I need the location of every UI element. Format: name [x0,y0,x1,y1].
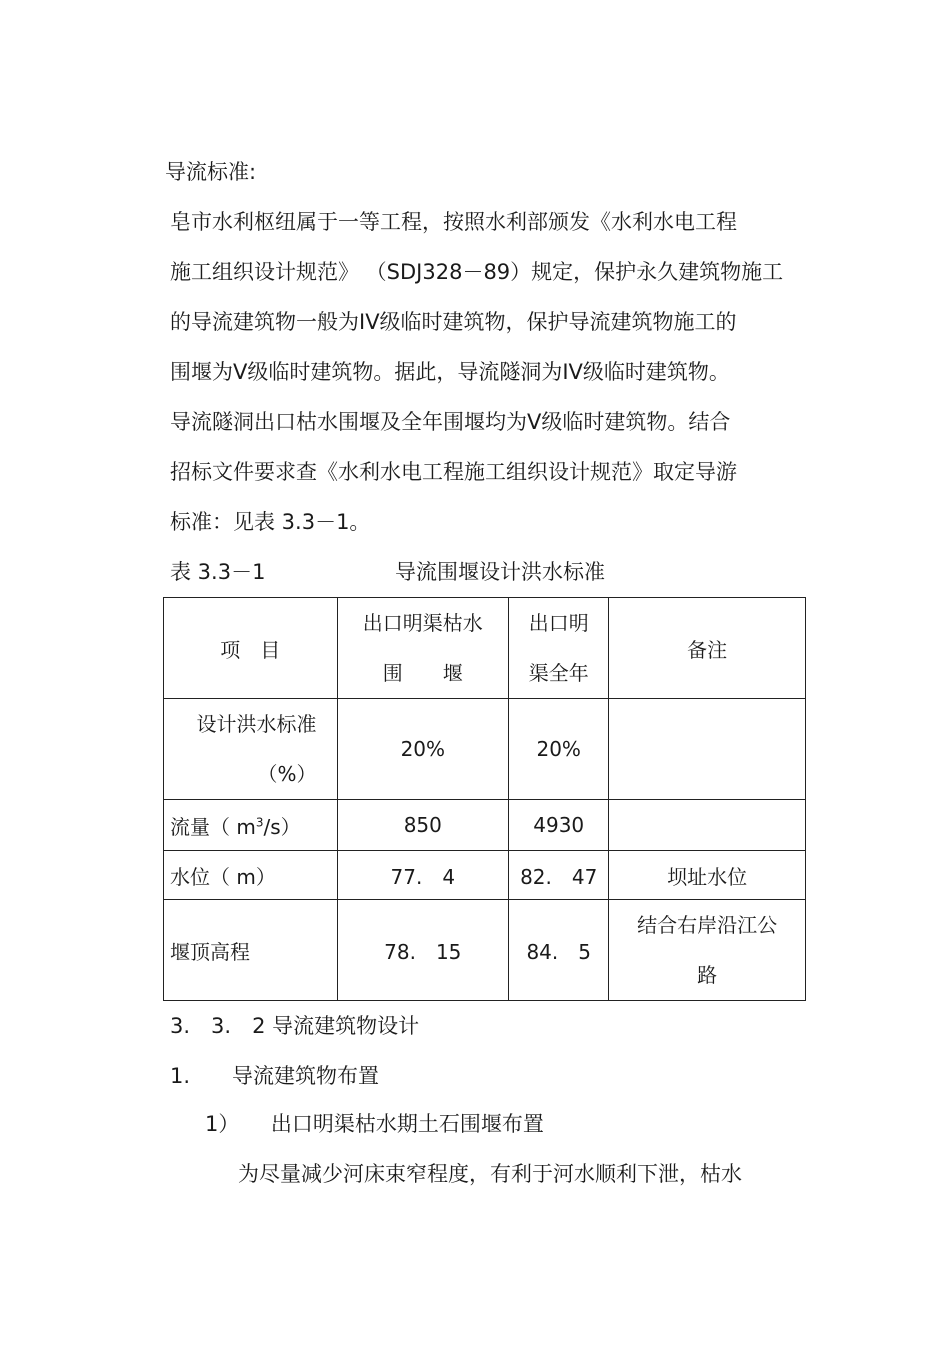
table-row [164,699,806,800]
header-full-year [509,598,609,699]
flow-label-sup: 3 [255,814,264,829]
cell-note [609,699,806,800]
flow-label-prefix: 流量（ m [170,814,256,839]
paragraph-line: 导流隧洞出口枯水围堰及全年围堰均为Ⅴ级临时建筑物。结合 [170,410,731,434]
table-header-row [164,598,806,699]
heading-flood-standard: 导流标准: [165,160,257,184]
cell-full: 84. 5 [509,900,609,1001]
paragraph-line: 的导流建筑物一般为IV级临时建筑物，保护导流建筑物施工的 [170,310,737,334]
header-note [609,598,806,699]
cell-full: 82. 47 [509,851,609,900]
design-standard-label-line2: （%） [257,762,317,786]
body-text-line: 为尽量减少河床束窄程度，有利于河水顺利下泄，枯水 [238,1162,742,1186]
cell-note [609,900,806,1001]
header-dry-cofferdam [337,598,509,699]
cell-note: 坝址水位 [609,851,806,900]
header-dry-line2: 围 堰 [382,661,463,685]
paragraph-line: 标准：见表 3.3－1。 [170,510,371,534]
subheading-cofferdam-layout: 1） 出口明渠枯水期土石围堰布置 [205,1112,544,1136]
header-dry-line1: 出口明渠枯水 [362,611,483,635]
flow-label-suffix: /s） [263,814,301,839]
header-item-label: 项 目 [220,637,281,662]
table-row [164,800,806,851]
flood-standard-table [163,597,806,1001]
table-caption-number: 表 3.3－1 [170,560,266,584]
header-full-line2: 渠全年 [528,661,589,685]
subheading-layout: 1. 导流建筑物布置 [170,1064,380,1088]
cell-full: 20% [509,699,609,800]
table-caption-title: 导流围堰设计洪水标准 [395,560,605,584]
crest-note-line2: 路 [697,963,718,987]
paragraph-line: 施工组织设计规范》 （SDJ328－89）规定，保护永久建筑物施工 [170,260,784,284]
cell-dry: 78. 15 [337,900,509,1001]
cell-dry: 850 [337,800,509,851]
header-full-line1: 出口明 [528,611,589,635]
paragraph-line: 皂市水利枢纽属于一等工程，按照水利部颁发《水利水电工程 [170,210,737,234]
crest-note-line1: 结合右岸沿江公 [637,913,778,937]
cell-note [609,800,806,851]
design-standard-label-line1: 设计洪水标准 [196,712,317,736]
cell-dry: 20% [337,699,509,800]
section-heading: 3. 3. 2 导流建筑物设计 [170,1014,420,1038]
header-note-label: 备注 [687,637,728,662]
table-row [164,900,806,1001]
row-label-crest-elevation: 堰顶高程 [164,900,338,1001]
cell-full: 4930 [509,800,609,851]
cell-dry: 77. 4 [337,851,509,900]
row-label-flow [164,800,338,851]
row-label-water-level: 水位（ m） [164,851,338,900]
header-item [164,598,338,699]
paragraph-line: 围堰为Ⅴ级临时建筑物。据此，导流隧洞为IV级临时建筑物。 [170,360,730,384]
paragraph-line: 招标文件要求查《水利水电工程施工组织设计规范》取定导游 [170,460,737,484]
table-row [164,851,806,900]
row-label-design-standard [164,699,338,800]
